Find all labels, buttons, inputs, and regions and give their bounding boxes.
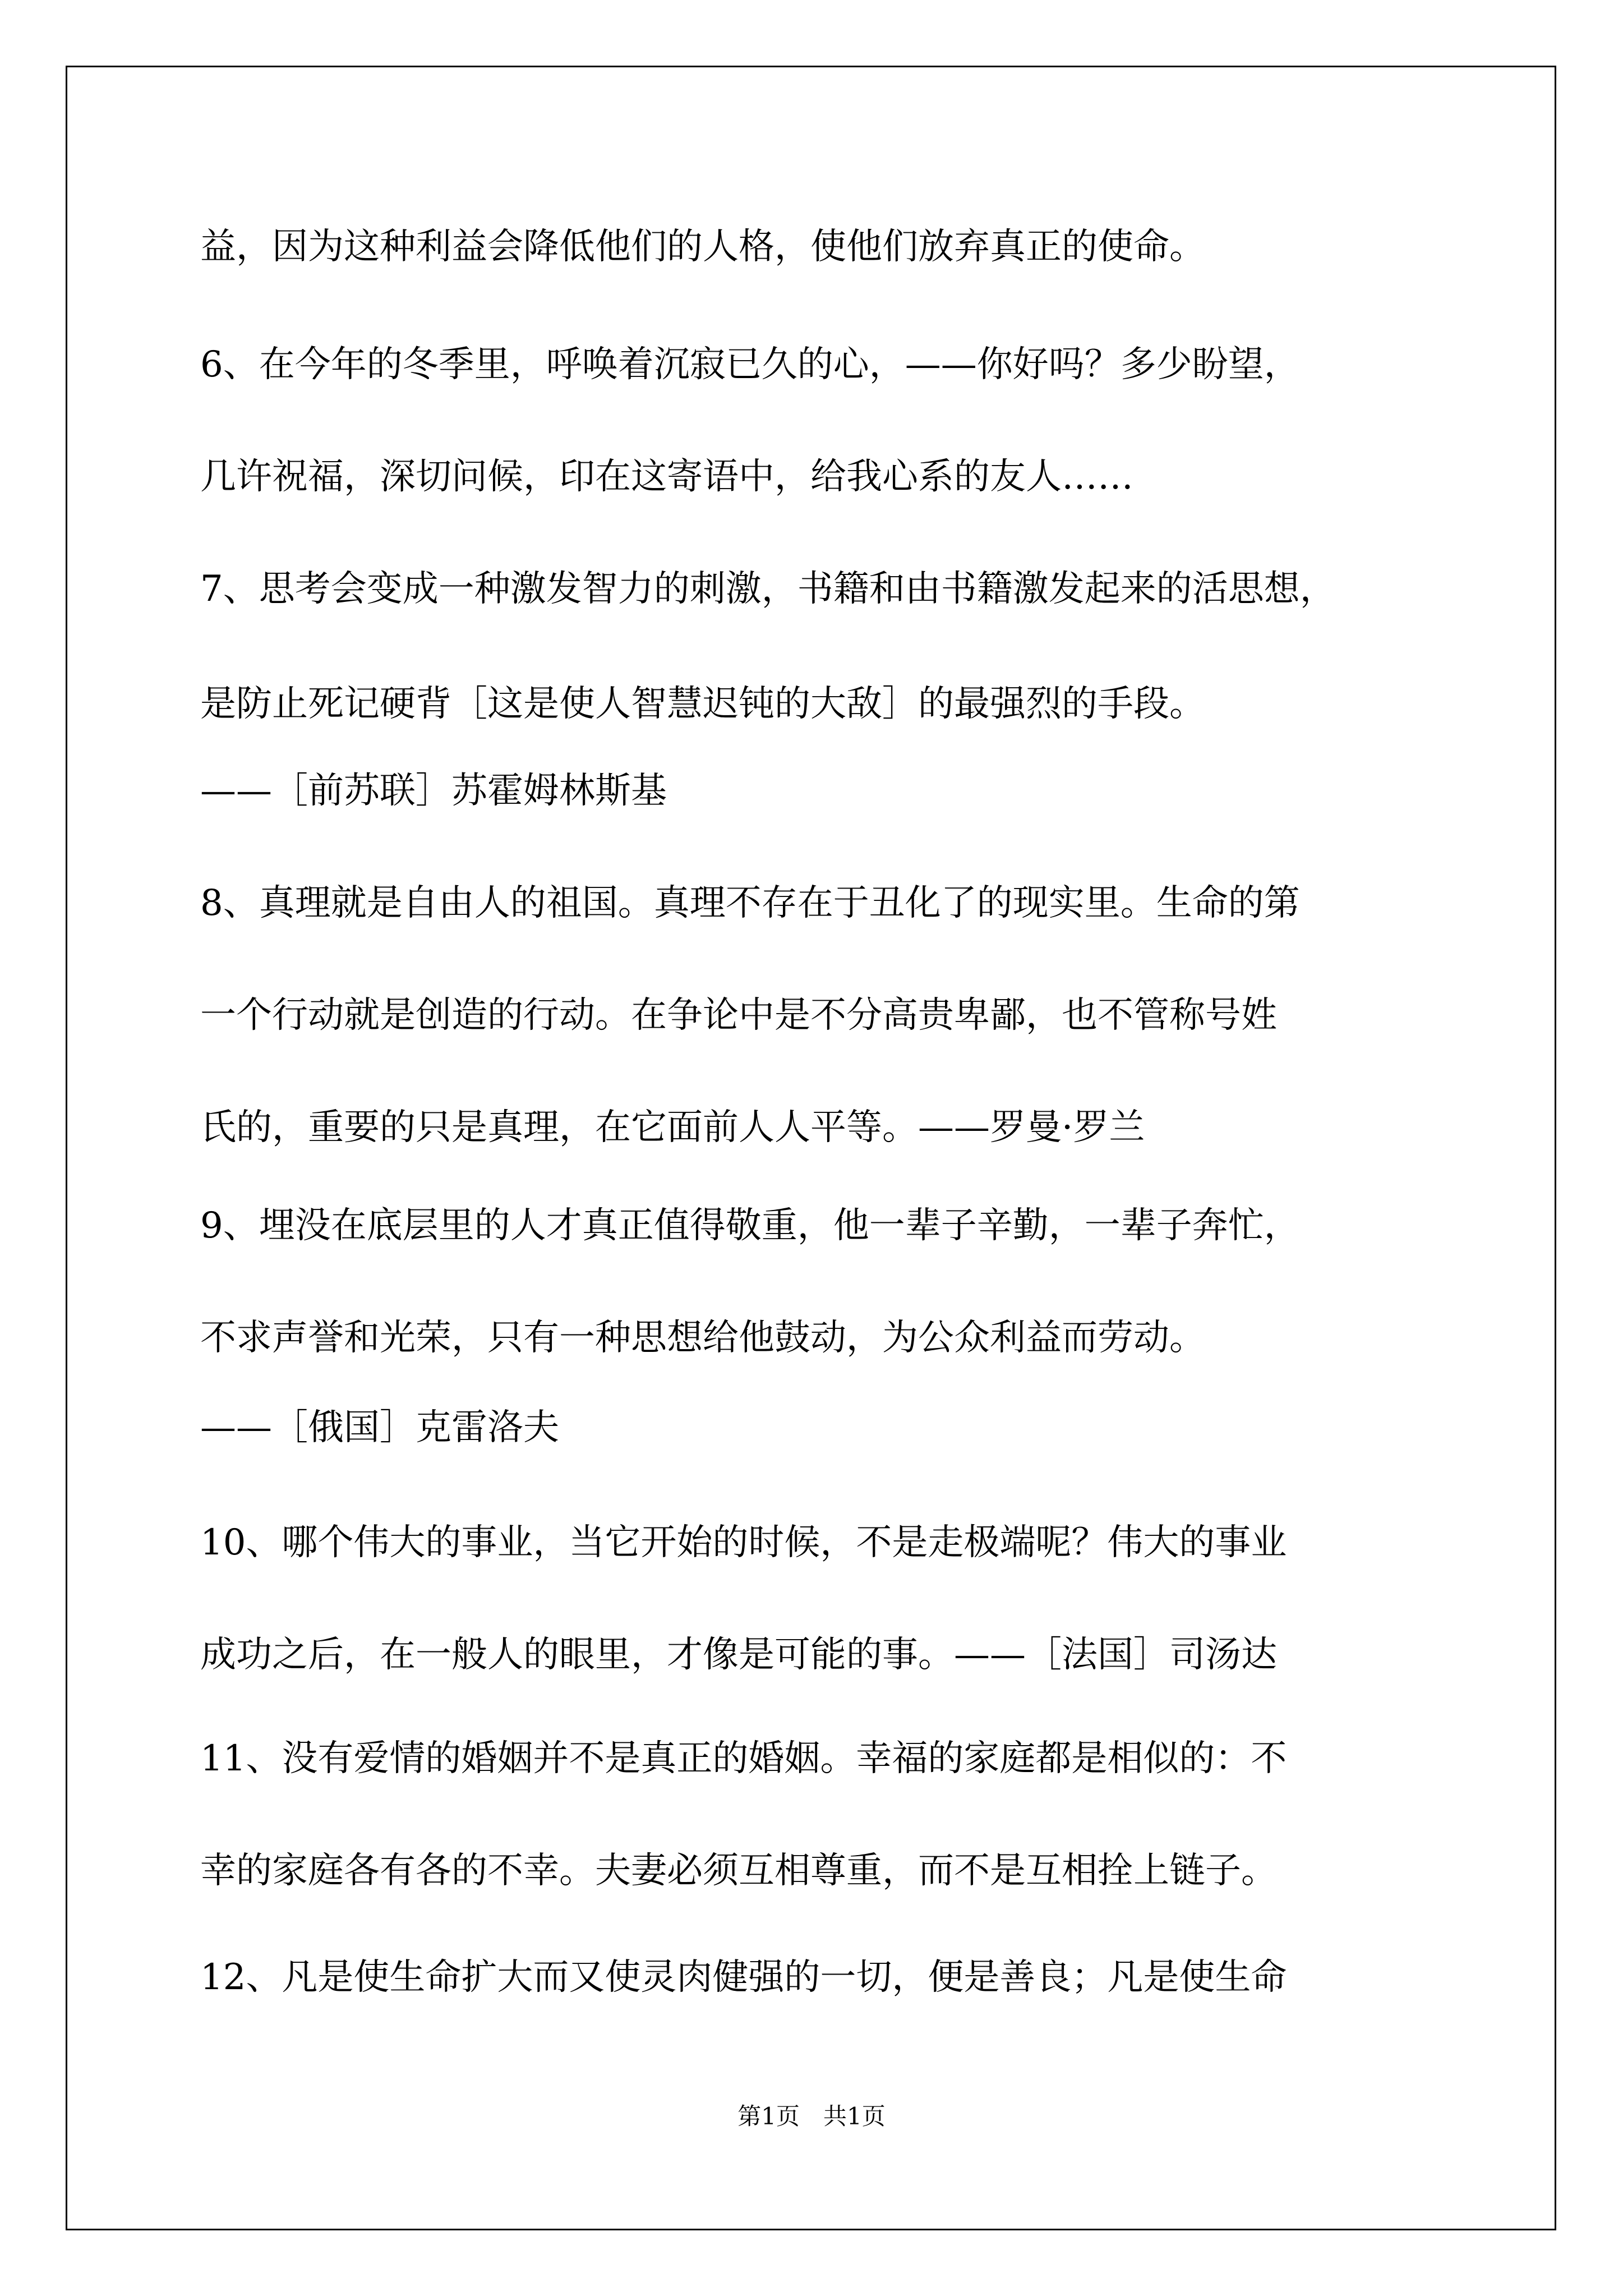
text-line: 11、没有爱情的婚姻并不是真正的婚姻。幸福的家庭都是相似的：不 [200, 1738, 1287, 1779]
text-line: 成功之后，在一般人的眼里，才像是可能的事。——［法国］司汤达 [200, 1634, 1277, 1676]
text-line: ——［前苏联］苏霍姆林斯基 [200, 770, 667, 812]
page-number-footer: 第1页 共1页 [737, 2102, 886, 2130]
text-line: 氏的，重要的只是真理，在它面前人人平等。——罗曼·罗兰 [200, 1107, 1145, 1148]
text-line: 益，因为这种利益会降低他们的人格，使他们放弃真正的使命。 [200, 226, 1205, 268]
text-line: 一个行动就是创造的行动。在争论中是不分高贵卑鄙，也不管称号姓 [200, 995, 1277, 1036]
text-line: 9、埋没在底层里的人才真正值得敬重，他一辈子辛勤，一辈子奔忙， [200, 1205, 1300, 1246]
text-line: 是防止死记硬背［这是使人智慧迟钝的大敌］的最强烈的手段。 [200, 683, 1205, 725]
text-line: 不求声誉和光荣，只有一种思想给他鼓动，为公众利益而劳动。 [200, 1317, 1205, 1359]
text-line: 7、思考会变成一种激发智力的刺激，书籍和由书籍激发起来的活思想， [200, 568, 1336, 610]
text-line: 8、真理就是自由人的祖国。真理不存在于丑化了的现实里。生命的第 [200, 882, 1300, 924]
text-line: 幸的家庭各有各的不幸。夫妻必须互相尊重，而不是互相拴上链子。 [200, 1850, 1277, 1892]
text-line: 12、凡是使生命扩大而又使灵肉健强的一切，便是善良；凡是使生命 [200, 1957, 1287, 1998]
text-line: 6、在今年的冬季里，呼唤着沉寂已久的心，——你好吗？多少盼望， [200, 344, 1300, 385]
text-line: 几许祝福，深切问候，印在这寄语中，给我心系的友人…… [200, 456, 1133, 498]
text-line: 10、哪个伟大的事业，当它开始的时候，不是走极端呢？伟大的事业 [200, 1522, 1287, 1563]
text-line: ——［俄国］克雷洛夫 [200, 1407, 559, 1448]
